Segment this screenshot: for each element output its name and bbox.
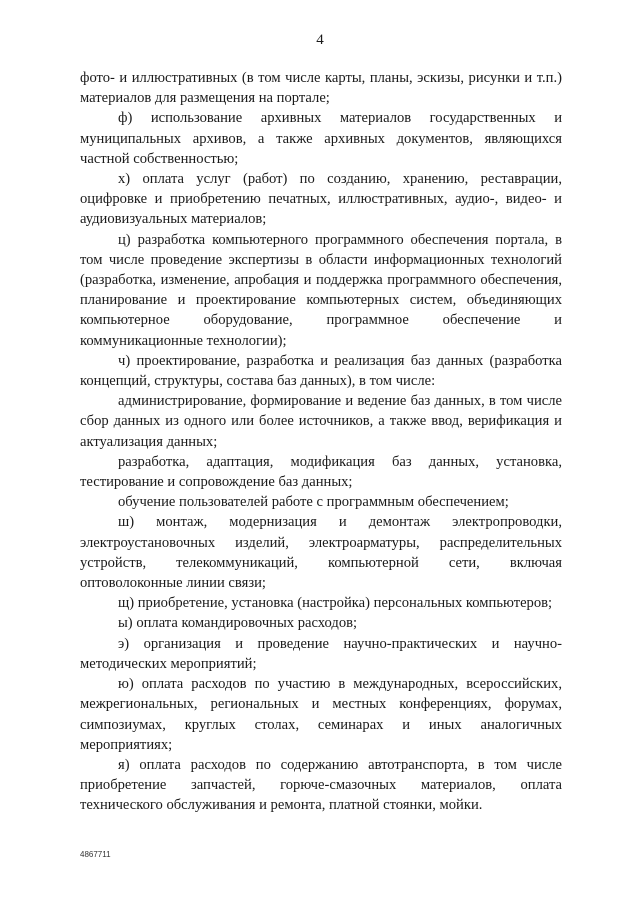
paragraph: ы) оплата командировочных расходов; — [118, 615, 358, 632]
page-number: 4 — [316, 32, 324, 48]
paragraph: х) оплата услуг (работ) по созданию, хранению, реставрации, оцифровке и приобретению печатных, иллюстративных, аудио-, видео- и аудиовизуальных материалов; — [80, 171, 562, 228]
paragraph: ф) использование архивных материалов государственных и муниципальных архивов, а также архивных документов, являющихся частной собственностью; — [80, 110, 562, 167]
paragraph: ш) монтаж, модернизация и демонтаж электропроводки, электроустановочных изделий, электроарматуры, распределительных устройств, телекоммуникаций, компьютерной сети, включая оптоволоконные линии связи; — [80, 514, 562, 592]
paragraph: ч) проектирование, разработка и реализация баз данных (разработка концепций, структуры, состава баз данных), в том числе: — [80, 352, 562, 390]
paragraph: администрирование, формирование и ведение баз данных, в том числе сбор данных из одного или более источников, а также ввод, верификация и актуализация данных; — [80, 393, 562, 450]
paragraph: фото- и иллюстративных (в том числе карты, планы, эскизы, рисунки и т.п.) материалов для размещения на портале; — [80, 70, 562, 107]
paragraph: ю) оплата расходов по участию в международных, всероссийских, межрегиональных, региональных и местных конференциях, форумах, симпозиумах, круглых столах, семинарах и иных аналогичных мероприятиях; — [80, 676, 562, 753]
paragraph: обучение пользователей работе с программным обеспечением; — [118, 494, 509, 511]
footer-document-code: 4867711 — [80, 850, 111, 859]
paragraph: щ) приобретение, установка (настройка) персональных компьютеров; — [118, 595, 553, 612]
paragraph: разработка, адаптация, модификация баз данных, установка, тестирование и сопровождение баз данных; — [80, 453, 562, 491]
paragraph: ц) разработка компьютерного программного обеспечения портала, в том числе проведение экспертизы в области информационных технологий (разработка, изменение, апробация и поддержка программного обеспечения, планирование и проектирование компьютерных систем, объединяющих компьютерное оборудование, программное обеспечение и коммуникационные технологии); — [80, 231, 562, 349]
paragraph: э) организация и проведение научно-практических и научно-методических мероприятий; — [80, 635, 562, 672]
document-body — [80, 68, 562, 816]
paragraph: я) оплата расходов по содержанию автотранспорта, в том числе приобретение запчастей, горюче-смазочных материалов, оплата технического обслуживания и ремонта, платной стоянки, мойки. — [80, 756, 562, 814]
